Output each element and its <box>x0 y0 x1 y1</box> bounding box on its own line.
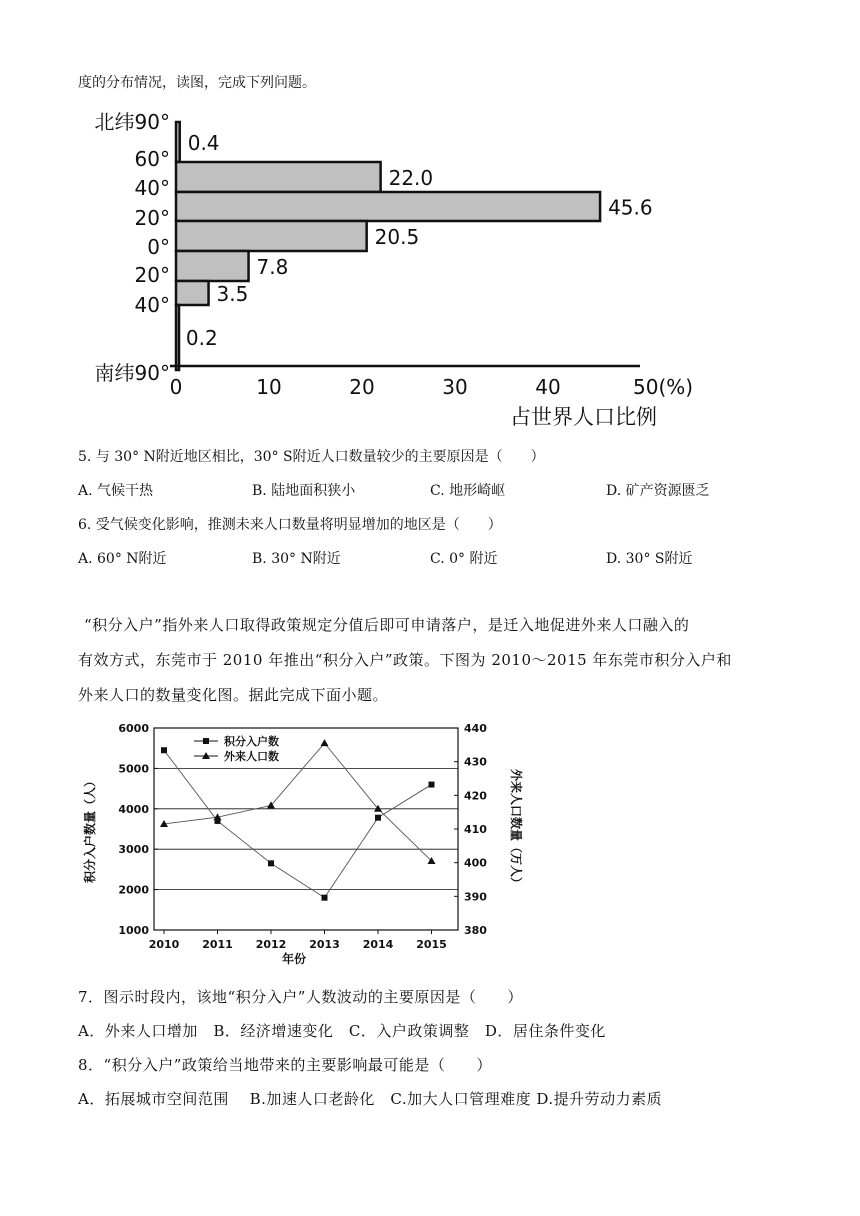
migrant-marker-3 <box>321 739 329 746</box>
q5-option-c[interactable]: C. 地形崎岖 <box>430 483 506 499</box>
series-migrant-line <box>164 743 432 861</box>
left-tick-4: 2000 <box>118 883 149 897</box>
bar-value-label-0: 0.4 <box>187 131 220 155</box>
q6-option-c[interactable]: C. 0° 附近 <box>430 551 498 567</box>
q8-options[interactable]: A．拓展城市空间范围 B.加速人口老龄化 C.加大人口管理难度 D.提升劳动力素质 <box>78 1090 663 1108</box>
q6-option-a[interactable]: A. 60° N附近 <box>78 551 167 567</box>
latitude-population-bar-chart <box>70 108 710 428</box>
right-tick-3: 410 <box>464 823 487 836</box>
points-marker-5 <box>429 782 435 788</box>
left-tick-1: 5000 <box>118 762 149 776</box>
right-tick-0: 440 <box>464 722 487 735</box>
latitude-label-4: 0° <box>147 235 170 259</box>
series-points-line <box>164 750 432 897</box>
plot-frame <box>154 728 458 930</box>
bar-6 <box>176 305 179 370</box>
latitude-label-2: 40° <box>134 176 170 200</box>
left-tick-3: 3000 <box>118 843 149 857</box>
bar-3 <box>176 221 367 251</box>
x-tick-2: 2012 <box>255 938 287 951</box>
bar-5 <box>176 281 209 305</box>
bar-0 <box>176 122 180 162</box>
passage-line-2: 有效方式，东莞市于 2010 年推出“积分入户”政策。下图为 2010～2015 年东莞市积分入户和 <box>78 651 732 669</box>
passage-line-3: 外来人口的数量变化图。据此完成下面小题。 <box>78 686 389 704</box>
x-tick-5: 50(%) <box>633 375 694 399</box>
x-tick-2: 20 <box>349 375 375 399</box>
x-tick-1: 2011 <box>202 938 233 951</box>
latitude-label-6: 40° <box>134 293 170 317</box>
points-marker-2 <box>268 860 274 866</box>
q5-option-a[interactable]: A. 气候干热 <box>78 483 154 499</box>
legend-label-points: 积分入户数 <box>224 735 279 748</box>
latitude-label-3: 20° <box>134 206 170 230</box>
left-tick-5: 1000 <box>118 924 149 937</box>
latitude-label-5: 20° <box>134 263 170 287</box>
q6-option-b[interactable]: B. 30° N附近 <box>252 551 341 567</box>
passage-line-1: “积分入户”指外来人口取得政策规定分值后即可申请落户，是迁入地促进外来人口融入的 <box>84 616 690 634</box>
right-tick-6: 380 <box>464 924 487 937</box>
points-household-line-chart <box>78 716 538 972</box>
x-tick-3: 2013 <box>309 938 340 951</box>
x-tick-3: 30 <box>442 375 468 399</box>
x-axis-title: 年份 <box>281 952 307 966</box>
bar-value-label-3: 20.5 <box>374 225 420 249</box>
x-tick-4: 2014 <box>362 938 394 951</box>
q5-option-d[interactable]: D. 矿产资源匮乏 <box>606 483 710 499</box>
right-tick-2: 420 <box>464 789 487 803</box>
bar-value-label-5: 3.5 <box>216 282 249 306</box>
left-tick-2: 4000 <box>118 802 149 816</box>
legend-label-migrant: 外来人口数 <box>224 750 279 763</box>
x-tick-5: 2015 <box>416 938 447 951</box>
question-7-stem: 7．图示时段内，该地“积分入户”人数波动的主要原因是（ ） <box>78 988 523 1006</box>
legend-marker-points <box>203 738 209 744</box>
x-tick-0: 2010 <box>148 938 180 951</box>
bar-2 <box>176 192 600 221</box>
intro-text: 度的分布情况，读图，完成下列问题。 <box>78 75 316 91</box>
question-8-stem: 8．“积分入户”政策给当地带来的主要影响最可能是（ ） <box>78 1056 492 1074</box>
bar-1 <box>176 162 381 192</box>
latitude-label-0: 北纬90° <box>94 110 170 134</box>
latitude-label-1: 60° <box>134 147 170 171</box>
bar-value-label-6: 0.2 <box>185 326 218 350</box>
points-marker-0 <box>161 747 167 753</box>
x-axis-title: 占世界人口比例 <box>510 405 657 428</box>
question-5-stem: 5. 与 30° N附近地区相比，30° S附近人口数量较少的主要原因是（ ） <box>78 449 545 465</box>
left-axis-title: 积分入户数量（人） <box>83 774 97 884</box>
bar-value-label-1: 22.0 <box>388 166 434 190</box>
q5-option-b[interactable]: B. 陆地面积狭小 <box>252 483 356 499</box>
question-6-stem: 6. 受气候变化影响，推测未来人口数量将明显增加的地区是（ ） <box>78 517 502 533</box>
q7-options[interactable]: A．外来人口增加 B．经济增速变化 C．入户政策调整 D．居住条件变化 <box>78 1022 606 1040</box>
latitude-label-7: 南纬90° <box>94 361 170 385</box>
points-marker-4 <box>375 815 381 821</box>
right-tick-1: 430 <box>464 755 487 769</box>
x-tick-4: 40 <box>535 375 561 399</box>
right-tick-5: 390 <box>464 890 487 904</box>
x-tick-0: 0 <box>169 375 183 399</box>
bar-value-label-4: 7.8 <box>256 255 289 279</box>
right-tick-4: 400 <box>464 856 487 870</box>
points-marker-3 <box>322 895 328 901</box>
bar-4 <box>176 251 249 281</box>
q6-option-d[interactable]: D. 30° S附近 <box>606 551 693 567</box>
x-tick-1: 10 <box>256 375 282 399</box>
left-tick-0: 6000 <box>118 722 149 735</box>
bar-value-label-2: 45.6 <box>608 195 653 220</box>
right-axis-title: 外来人口数量（万人） <box>509 768 523 890</box>
